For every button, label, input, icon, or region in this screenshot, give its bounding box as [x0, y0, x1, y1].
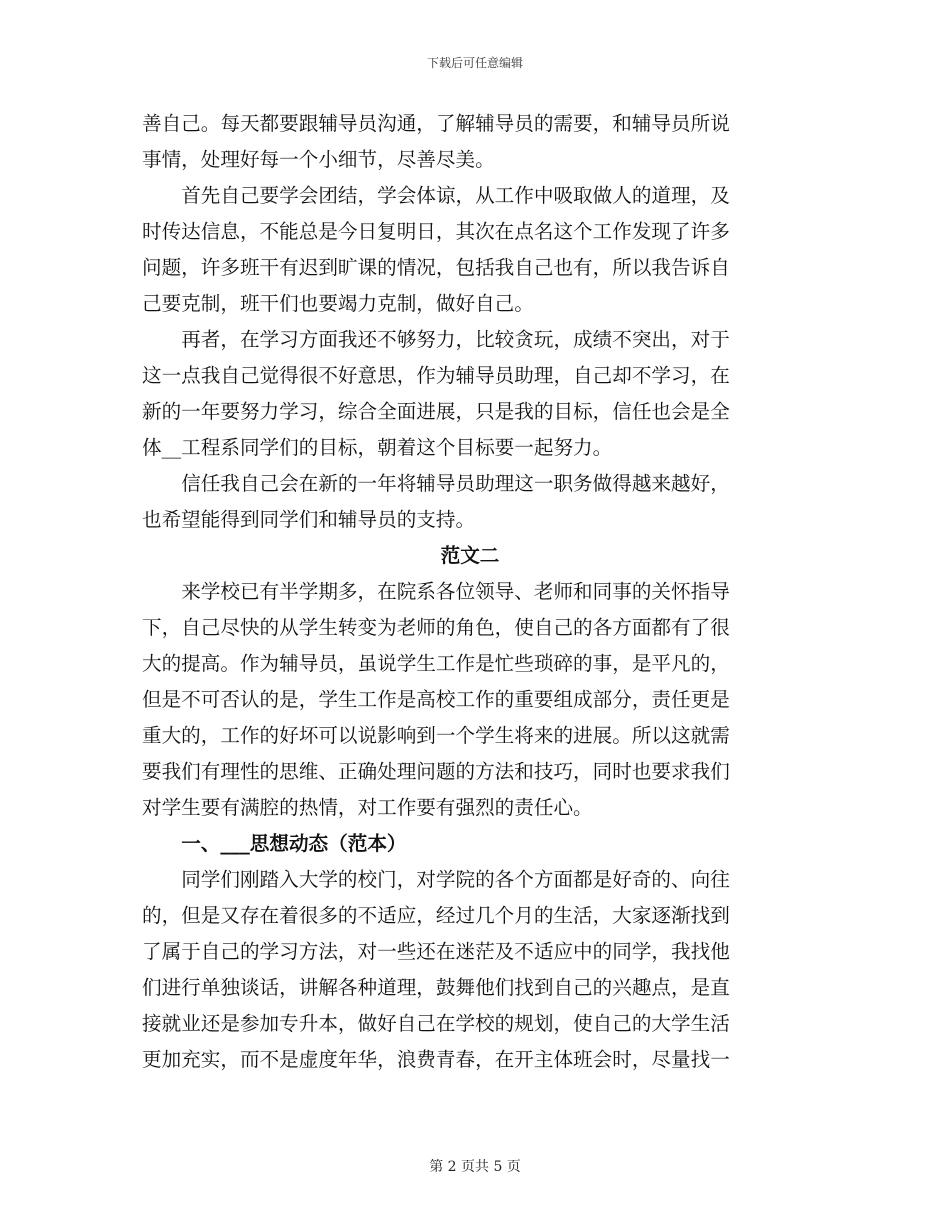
- subsection-heading: 一、___思想动态（范本）: [181, 832, 407, 855]
- page-header: 下载后可任意编辑: [426, 56, 523, 70]
- paragraph-line: 的，但是又存在着很多的不适应，经过几个月的生活，大家逐渐找到: [142, 904, 730, 927]
- paragraph-line: 对学生要有满腔的热情，对工作要有强烈的责任心。: [142, 796, 593, 819]
- paragraph-line: 们进行单独谈话，讲解各种道理，鼓舞他们找到自己的兴趣点，是直: [142, 976, 730, 999]
- paragraph-line: 了属于自己的学习方法，对一些还在迷茫及不适应中的同学，我找他: [142, 940, 730, 963]
- paragraph-line: 但是不可否认的是，学生工作是高校工作的重要组成部分，责任更是: [142, 688, 730, 711]
- paragraph-line: 要我们有理性的思维、正确处理问题的方法和技巧，同时也要求我们: [142, 760, 730, 783]
- paragraph-line: 这一点我自己觉得很不好意思，作为辅导员助理，自己却不学习，在: [142, 364, 730, 387]
- paragraph-line: 接就业还是参加专升本，做好自己在学校的规划，使自己的大学生活: [142, 1012, 730, 1035]
- paragraph-line: 大的提高。作为辅导员，虽说学生工作是忙些琐碎的事，是平凡的，: [142, 652, 730, 675]
- paragraph-line: 己要克制，班干们也要竭力克制，做好自己。: [142, 292, 534, 315]
- paragraph-line: 问题，许多班干有迟到旷课的情况，包括我自己也有，所以我告诉自: [142, 256, 730, 279]
- paragraph-line: 首先自己要学会团结，学会体谅，从工作中吸取做人的道理，及: [181, 184, 730, 207]
- paragraph-line: 也希望能得到同学们和辅导员的支持。: [142, 508, 476, 531]
- page-footer: 第 2 页共 5 页: [429, 1159, 521, 1175]
- paragraph-line: 新的一年要努力学习，综合全面进展，只是我的目标，信任也会是全: [142, 400, 730, 423]
- paragraph-line: 事情，处理好每一个小细节，尽善尽美。: [142, 148, 495, 171]
- paragraph-line: 善自己。每天都要跟辅导员沟通，了解辅导员的需要，和辅导员所说: [142, 112, 730, 135]
- paragraph-line: 来学校已有半学期多，在院系各位领导、老师和同事的关怀指导: [181, 580, 730, 603]
- section-heading: 范文二: [440, 544, 500, 567]
- paragraph-line: 信任我自己会在新的一年将辅导员助理这一职务做得越来越好，: [181, 472, 730, 495]
- paragraph-line: 体__工程系同学们的目标，朝着这个目标要一起努力。: [142, 436, 613, 459]
- document-body: [142, 106, 798, 1078]
- paragraph-line: 同学们刚踏入大学的校门，对学院的各个方面都是好奇的、向往: [181, 868, 730, 891]
- paragraph-line: 下，自己尽快的从学生转变为老师的角色，使自己的各方面都有了很: [142, 616, 730, 639]
- paragraph-line: 再者，在学习方面我还不够努力，比较贪玩，成绩不突出，对于: [181, 328, 730, 351]
- paragraph-line: 更加充实，而不是虚度年华，浪费青春，在开主体班会时，尽量找一: [142, 1048, 730, 1071]
- paragraph-line: 重大的，工作的好坏可以说影响到一个学生将来的进展。所以这就需: [142, 724, 730, 747]
- paragraph-line: 时传达信息，不能总是今日复明日，其次在点名这个工作发现了许多: [142, 220, 730, 243]
